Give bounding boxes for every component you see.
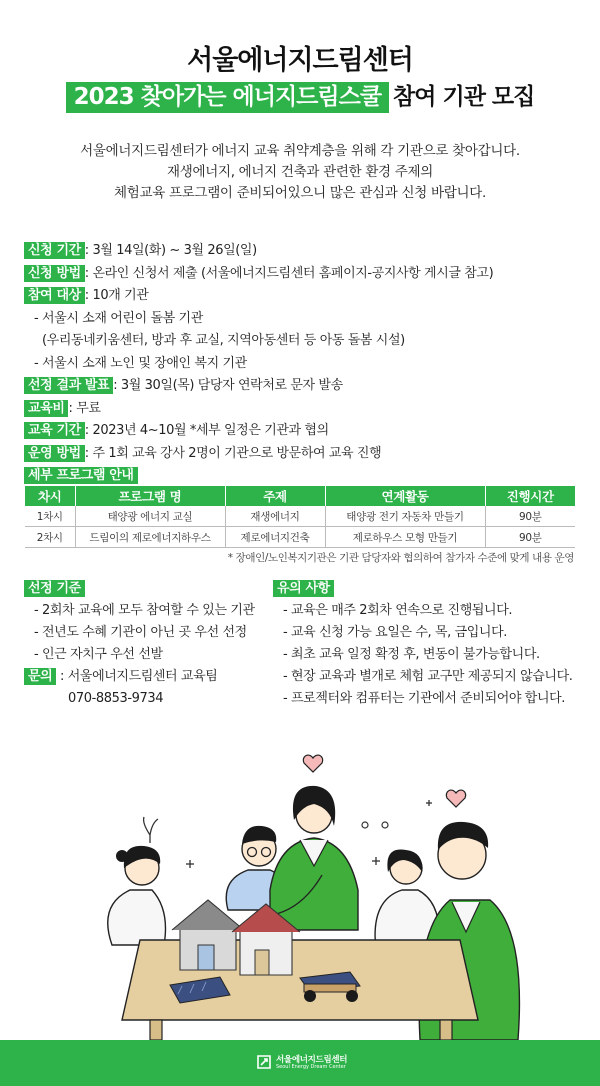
girl-left: [108, 846, 166, 945]
target-label: 참여 대상: [24, 287, 85, 304]
plus-icon: [426, 800, 432, 806]
intro-text: [0, 141, 600, 204]
info-row-edu-period: [24, 420, 584, 443]
criteria-label: 선정 기준: [24, 580, 85, 597]
contact-team: : 서울에너지드림센터 교육팀: [56, 669, 218, 684]
teacher-woman: [270, 786, 358, 930]
logo-mark-icon: [256, 1054, 272, 1070]
table-cell: 90분: [485, 527, 575, 548]
period-value: : 3월 14일(화) ~ 3월 26일(일): [84, 243, 257, 258]
table-cell: 1차시: [25, 506, 75, 527]
intro-line: 서울에너지드림센터가 에너지 교육 취약계층을 위해 각 기관으로 찾아갑니다.: [80, 143, 520, 159]
contact-phone: 070-8853-9734: [68, 691, 164, 706]
page-title: 서울에너지드림센터: [187, 45, 413, 76]
target-sub-item: - 서울시 소재 노인 및 장애인 복지 기관: [34, 355, 247, 371]
result-value: : 3월 30일(목) 담당자 연락처로 문자 발송: [113, 378, 343, 393]
table-cell: 제로에너지건축: [225, 527, 325, 548]
info-row-operation: [24, 443, 584, 466]
notice-item: - 최초 교육 일정 확정 후, 변동이 불가능합니다.: [283, 647, 540, 662]
table-cell: 재생에너지: [225, 506, 325, 527]
table-header: 차시: [25, 486, 75, 506]
method-label: 신청 방법: [24, 265, 85, 282]
table-top: [122, 940, 478, 1020]
table-cell: 제로하우스 모형 만들기: [325, 527, 485, 548]
subtitle-highlight: 2023 찾아가는 에너지드림스쿨: [66, 82, 389, 113]
table-header: 진행시간: [485, 486, 575, 506]
table-cell: 2차시: [25, 527, 75, 548]
table-header: 연계활동: [325, 486, 485, 506]
contact-row: [24, 666, 284, 688]
table-note: * 장애인/노인복지기관은 기관 담당자와 협의하여 참가자 수준에 맞게 내용 운영: [227, 552, 574, 564]
operation-value: : 주 1회 교육 강사 2명이 기관으로 방문하여 교육 진행: [84, 445, 382, 461]
illustration-children-workshop: [0, 740, 600, 1040]
operation-label: 운영 방법: [24, 445, 85, 462]
intro-line: 체험교육 프로그램이 준비되어있으니 많은 관심과 신청 바랍니다.: [114, 185, 486, 201]
result-label: 선정 결과 발표: [24, 377, 113, 394]
table-cell: 90분: [485, 506, 575, 527]
program-table: [25, 486, 575, 548]
table-cell: 태양광 에너지 교실: [75, 506, 225, 527]
footer-logo-korean: 서울에너지드림센터: [276, 1055, 348, 1065]
table-leg: [150, 1020, 162, 1040]
plus-icon: [186, 860, 194, 868]
table-leg: [440, 1020, 452, 1040]
footer-logo-english: Seoul Energy Dream Center: [276, 1064, 346, 1070]
subtitle-rest: 참여 기관 모집: [393, 84, 535, 110]
criteria-item: - 2회차 교육에 모두 참여할 수 있는 기관: [34, 603, 255, 618]
intro-line: 재생에너지, 에너지 건축과 관련한 환경 주제의: [166, 164, 434, 180]
notice-item: - 교육은 매주 2회차 연속으로 진행됩니다.: [283, 603, 513, 618]
period-label: 신청 기간: [24, 242, 85, 259]
footer-logo: [256, 1052, 346, 1074]
table-header-row: [25, 486, 575, 506]
table-cell: 태양광 전기 자동차 만들기: [325, 506, 485, 527]
notice-heading: [273, 578, 583, 600]
page-subtitle: [0, 78, 600, 111]
info-row-method: [24, 263, 584, 286]
footer-bar: [0, 1040, 600, 1086]
info-row-program: [24, 465, 584, 488]
fee-label: 교육비: [24, 400, 68, 417]
dot-icon: [382, 822, 388, 828]
plus-icon: [372, 857, 380, 865]
table-row: [25, 527, 575, 548]
notice-item: - 현장 교육과 별개로 체험 교구만 제공되지 않습니다.: [283, 669, 573, 684]
table-header: 주제: [225, 486, 325, 506]
notice-item: - 프로젝터와 컴퓨터는 기관에서 준비되어야 합니다.: [283, 691, 566, 706]
sprout-icon: [144, 817, 158, 843]
target-value: : 10개 기관: [84, 288, 149, 303]
edu-period-value: : 2023년 4~10월 *세부 일정은 기관과 협의: [84, 423, 329, 438]
notice-section: [273, 578, 583, 710]
info-row-period: [24, 240, 584, 263]
info-row-result: [24, 375, 584, 398]
table-row: [25, 506, 575, 527]
info-section: [24, 240, 584, 488]
target-sub-detail: (우리동네키움센터, 방과 후 교실, 지역아동센터 등 아동 돌봄 시설): [42, 333, 405, 348]
criteria-item: - 전년도 수혜 기관이 아닌 곳 우선 선정: [34, 625, 247, 640]
fee-value: : 무료: [68, 400, 101, 416]
dot-icon: [362, 822, 368, 828]
target-sub-item: - 서울시 소재 어린이 돌봄 기관: [34, 310, 203, 326]
edu-period-label: 교육 기간: [24, 422, 85, 439]
program-label: 세부 프로그램 안내: [24, 467, 138, 484]
criteria-item: - 인근 자치구 우선 선발: [34, 647, 163, 662]
notice-item: - 교육 신청 가능 요일은 수, 목, 금입니다.: [283, 625, 507, 640]
heart-icon: [446, 790, 465, 807]
criteria-heading: [24, 578, 284, 600]
criteria-section: [24, 578, 284, 710]
table-cell: 드림이의 제로에너지하우스: [75, 527, 225, 548]
info-row-fee: [24, 398, 584, 421]
contact-label: 문의: [24, 668, 56, 685]
info-row-target: [24, 285, 584, 308]
table-header: 프로그램 명: [75, 486, 225, 506]
method-value: : 온라인 신청서 제출 (서울에너지드림센터 홈페이지-공지사항 게시글 참고): [84, 265, 494, 281]
heart-icon: [303, 755, 322, 772]
notice-label: 유의 사항: [273, 580, 334, 597]
